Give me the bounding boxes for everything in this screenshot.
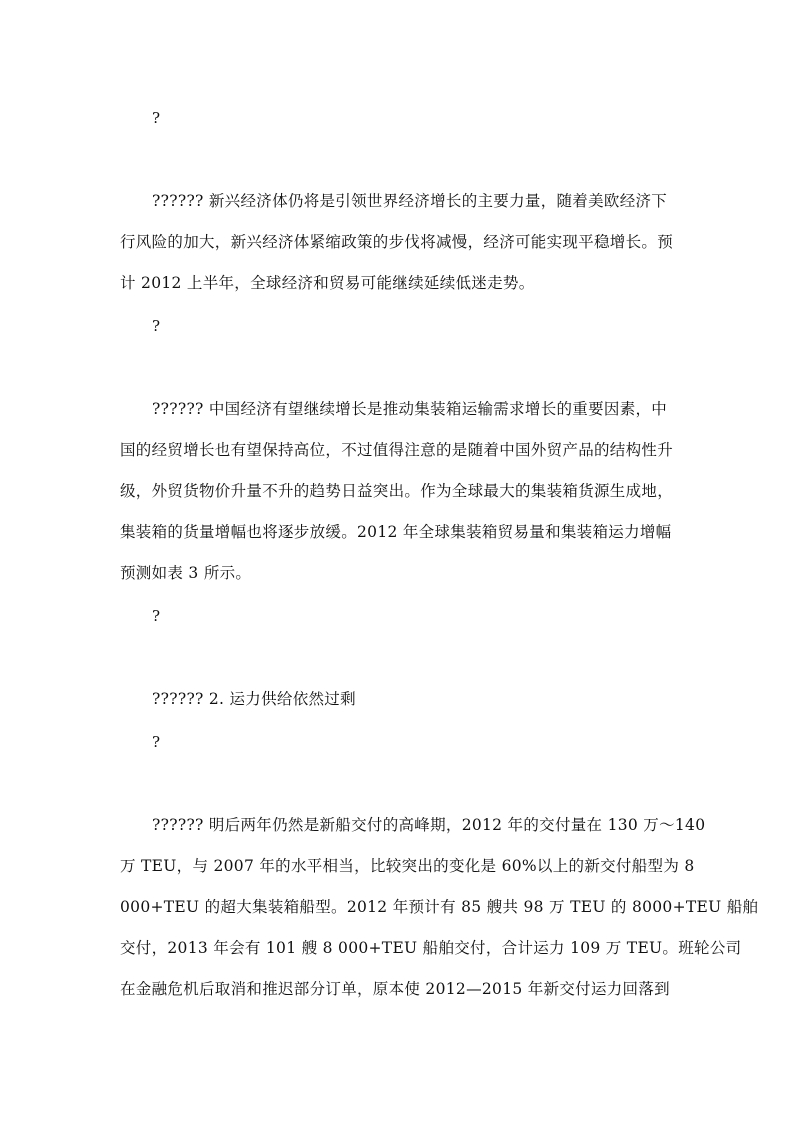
paragraph-line: 交付，2013 年会有 101 艘 8 000+TEU 船舶交付，合计运力 109 万 TEU。班轮公司 [120,939,742,957]
unknown-glyph-marker: ? [152,733,161,751]
paragraph-line: ?????? 中国经济有望继续增长是推动集装箱运输需求增长的重要因素，中 [152,400,668,418]
paragraph-line: 集装箱的货量增幅也将逐步放缓。2012 年全球集装箱贸易量和集装箱运力增幅 [120,523,672,541]
paragraph-line: 000+TEU 的超大集装箱船型。2012 年预计有 85 艘共 98 万 TEU 的 8000+TEU 船舶 [120,898,759,916]
paragraph-line: 万 TEU，与 2007 年的水平相当，比较突出的变化是 60%以上的新交付船型为 8 [120,857,695,875]
paragraph-line: ?????? 明后两年仍然是新船交付的高峰期，2012 年的交付量在 130 万～140 [152,816,706,834]
paragraph-line: 级，外贸货物价升量不升的趋势日益突出。作为全球最大的集装箱货源生成地， [120,482,674,500]
paragraph-line: 预测如表 3 所示。 [120,564,252,582]
paragraph-line: 计 2012 上半年，全球经济和贸易可能继续延续低迷走势。 [120,274,535,292]
unknown-glyph-marker: ? [152,607,161,625]
paragraph-line: 在金融危机后取消和推迟部分订单，原本使 2012—2015 年新交付运力回落到 [120,980,670,998]
unknown-glyph-marker: ? [152,109,161,127]
paragraph-line: 行风险的加大，新兴经济体紧缩政策的步伐将减慢，经济可能实现平稳增长。预 [120,233,674,251]
section-heading: ?????? 2. 运力供给依然过剩 [152,690,356,708]
paragraph-line: ?????? 新兴经济体仍将是引领世界经济增长的主要力量，随着美欧经济下 [152,192,668,210]
paragraph-line: 国的经贸增长也有望保持高位，不过值得注意的是随着中国外贸产品的结构性升 [120,441,674,459]
unknown-glyph-marker: ? [152,317,161,335]
